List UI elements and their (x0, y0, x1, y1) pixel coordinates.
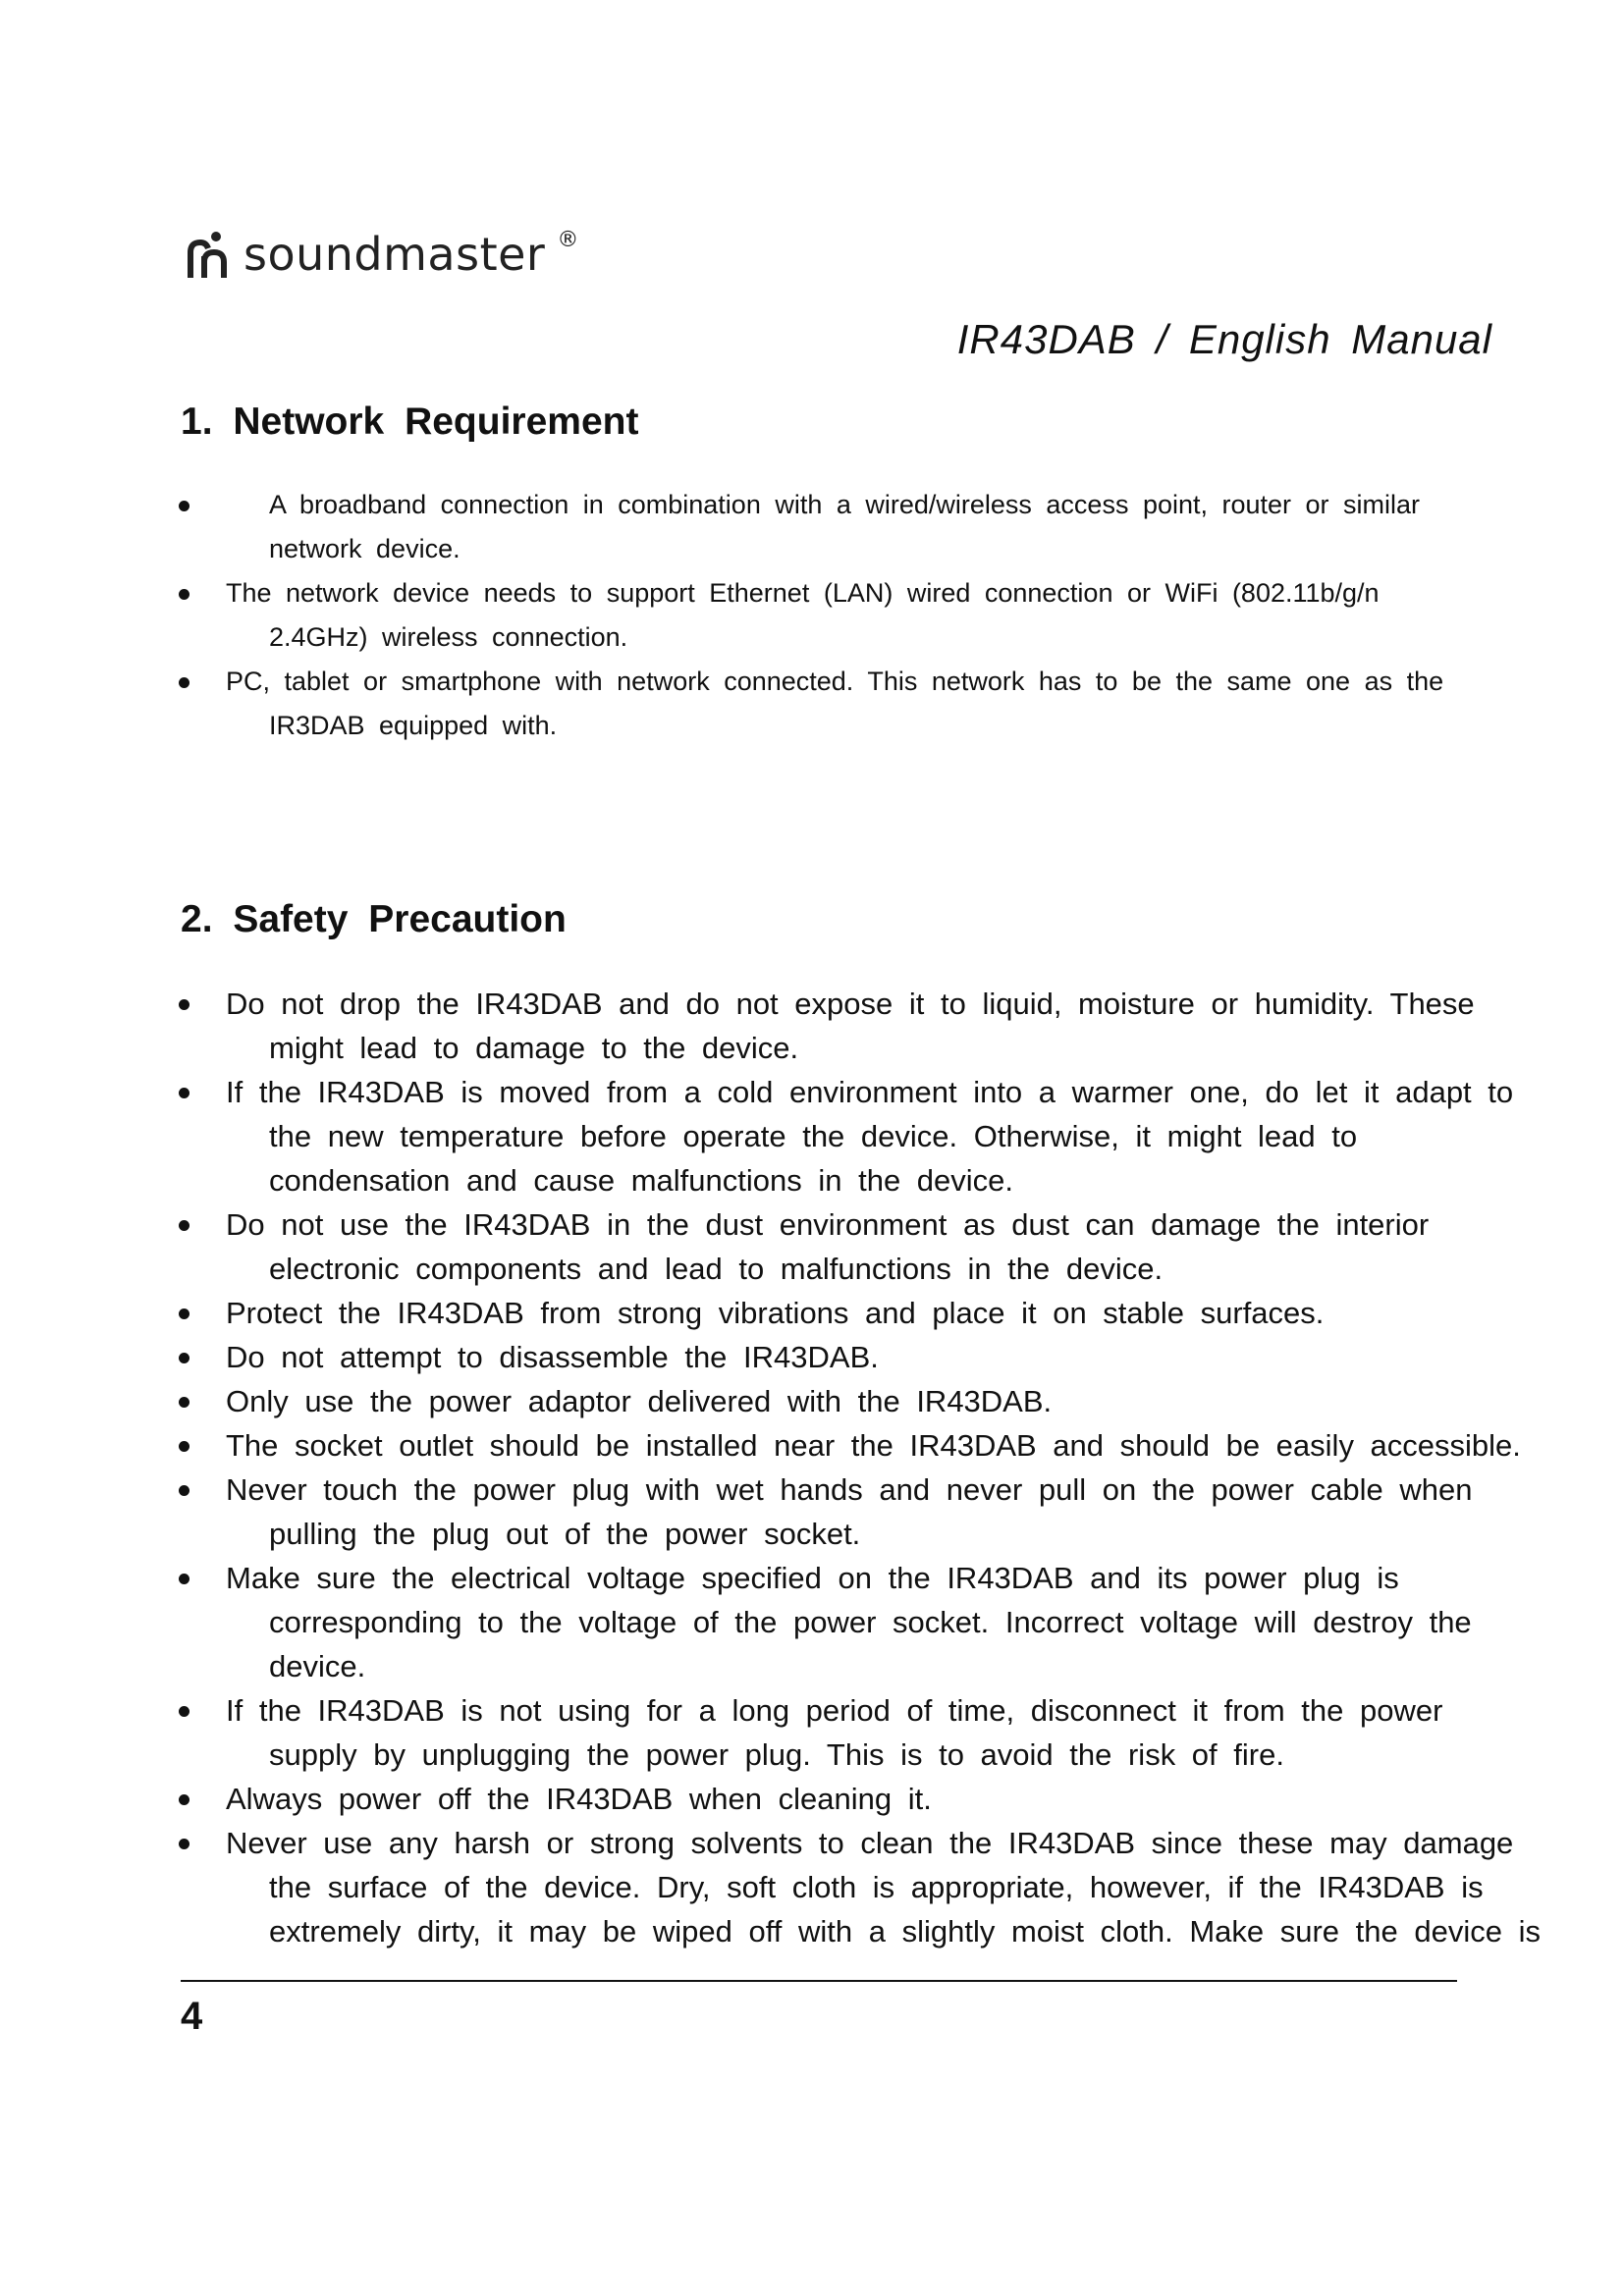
bullet-icon (179, 1353, 189, 1363)
list-item (0, 1688, 1624, 1777)
list-item (0, 1379, 1624, 1423)
bullet-icon (179, 1485, 189, 1496)
list-item-line: IR3DAB equipped with. (269, 711, 558, 740)
logo-wordmark: soundmaster (244, 228, 546, 281)
footer-divider (181, 1980, 1457, 1982)
list-item-line: A broadband connection in combination with a wired/wireless access point, router or similar (269, 490, 1421, 519)
bullet-icon (179, 501, 189, 511)
list-item (0, 571, 1624, 660)
list-item-line: PC, tablet or smartphone with network connected. This network has to be the same one as the (226, 667, 1444, 696)
list-item (0, 1468, 1624, 1556)
bullet-icon (179, 677, 189, 688)
list-item (0, 1821, 1624, 1953)
manual-title: IR43DAB / English Manual (956, 316, 1492, 362)
bullet-icon (179, 1794, 189, 1805)
bullet-icon (179, 1308, 189, 1319)
list-item-line: The network device needs to support Ethernet (LAN) wired connection or WiFi (802.11b/g/n (226, 578, 1380, 608)
list-item-line: device. (269, 1649, 366, 1683)
bullet-icon (179, 1839, 189, 1849)
page-number: 4 (181, 1995, 203, 2038)
list-item-line: If the IR43DAB is moved from a cold environment into a warmer one, do let it adapt to (226, 1075, 1514, 1109)
list-item-line: Always power off the IR43DAB when cleaning it. (226, 1782, 932, 1816)
section-heading-network: 1. Network Requirement (181, 400, 639, 443)
list-item-line: pulling the plug out of the power socket. (269, 1517, 861, 1551)
list-item-line: Never touch the power plug with wet hands and never pull on the power cable when (226, 1472, 1473, 1507)
list-item (0, 660, 1624, 748)
bullet-icon (179, 1220, 189, 1231)
list-item (0, 1556, 1624, 1688)
list-item-line: Do not use the IR43DAB in the dust environment as dust can damage the interior (226, 1207, 1430, 1242)
bullet-icon (179, 1706, 189, 1717)
list-item (0, 1070, 1624, 1202)
list-item-line: Do not drop the IR43DAB and do not expose it to liquid, moisture or humidity. These (226, 987, 1475, 1021)
list-item (0, 1202, 1624, 1291)
list-item-line: Protect the IR43DAB from strong vibrations and place it on stable surfaces. (226, 1296, 1325, 1330)
list-item-line: might lead to damage to the device. (269, 1031, 799, 1065)
bullet-icon (179, 1397, 189, 1408)
list-item-line: The socket outlet should be installed near the IR43DAB and should be easily accessible. (226, 1428, 1521, 1463)
list-item (0, 1335, 1624, 1379)
list-item-line: the new temperature before operate the device. Otherwise, it might lead to (269, 1119, 1358, 1153)
network-requirement-list (0, 483, 1624, 748)
bullet-icon (179, 1574, 189, 1584)
bullet-icon (179, 999, 189, 1010)
list-item-line: Do not attempt to disassemble the IR43DAB. (226, 1340, 879, 1374)
list-item-line: If the IR43DAB is not using for a long period of time, disconnect it from the power (226, 1693, 1443, 1728)
safety-precaution-list (0, 982, 1624, 1953)
list-item-line: condensation and cause malfunctions in the device. (269, 1163, 1014, 1198)
list-item-line: extremely dirty, it may be wiped off with a slightly moist cloth. Make sure the device is (269, 1914, 1541, 1949)
list-item-line: electronic components and lead to malfunctions in the device. (269, 1252, 1164, 1286)
brand-logo (185, 224, 578, 285)
list-item-line: Only use the power adaptor delivered with the IR43DAB. (226, 1384, 1053, 1418)
soundmaster-logo-icon (185, 229, 236, 280)
list-item (0, 1423, 1624, 1468)
list-item (0, 1291, 1624, 1335)
list-item (0, 483, 1624, 571)
list-item-line: Never use any harsh or strong solvents to clean the IR43DAB since these may damage (226, 1826, 1514, 1860)
list-item-line: the surface of the device. Dry, soft cloth is appropriate, however, if the IR43DAB is (269, 1870, 1484, 1904)
bullet-icon (179, 1088, 189, 1098)
section-heading-safety: 2. Safety Precaution (181, 898, 567, 940)
list-item-line: 2.4GHz) wireless connection. (269, 622, 628, 652)
list-item-line: network device. (269, 534, 460, 563)
bullet-icon (179, 1441, 189, 1452)
list-item-line: corresponding to the voltage of the power socket. Incorrect voltage will destroy the (269, 1605, 1472, 1639)
list-item-line: Make sure the electrical voltage specified on the IR43DAB and its power plug is (226, 1561, 1399, 1595)
registered-mark: ® (557, 228, 579, 252)
list-item (0, 982, 1624, 1070)
bullet-icon (179, 589, 189, 600)
list-item (0, 1777, 1624, 1821)
list-item-line: supply by unplugging the power plug. This is to avoid the risk of fire. (269, 1737, 1284, 1772)
